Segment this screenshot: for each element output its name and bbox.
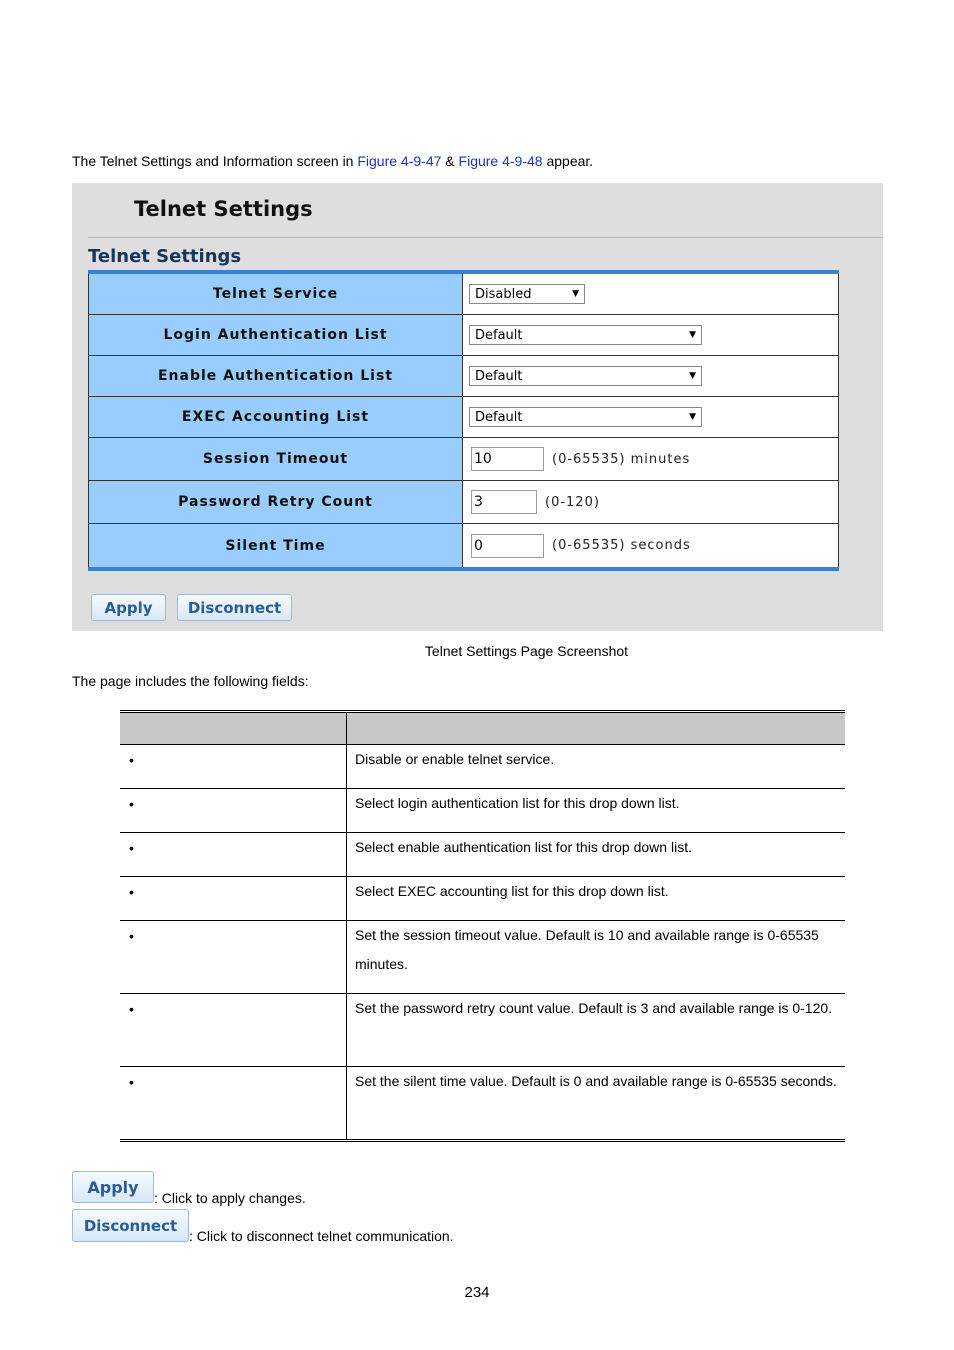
fields-table: [120, 710, 845, 1142]
dropdown-arrow-icon: ▼: [689, 330, 696, 340]
dropdown-arrow-icon: ▼: [572, 289, 579, 299]
bullet-icon: •: [129, 928, 134, 944]
telnet-service-select[interactable]: [469, 284, 585, 304]
dropdown-arrow-icon: ▼: [689, 412, 696, 422]
figure-link-4-9-48[interactable]: Figure 4-9-48: [458, 153, 543, 169]
exec-accounting-select[interactable]: [469, 407, 702, 427]
label-telnet-service: Telnet Service: [88, 274, 463, 314]
table-row: [120, 1067, 845, 1139]
session-timeout-hint: (0-65535) minutes: [552, 451, 691, 467]
intro-paragraph: [72, 153, 593, 169]
table-row: [120, 921, 845, 994]
select-value: Default: [475, 327, 523, 343]
apply-button[interactable]: Apply: [91, 594, 166, 621]
label-login-authentication-list: Login Authentication List: [88, 315, 463, 355]
legend-apply-button[interactable]: Apply: [72, 1171, 154, 1203]
bullet-icon: •: [129, 1074, 134, 1090]
figure-caption: [0, 643, 954, 659]
row-password-retry-count: [88, 481, 839, 524]
label-silent-time: Silent Time: [88, 524, 463, 567]
section-title: Telnet Settings: [88, 246, 242, 267]
field-description: Select enable authentication list for this drop down list.: [355, 839, 692, 855]
field-description: Set the password retry count value. Default is 3 and available range is 0-120.: [355, 1000, 833, 1016]
fields-lead: The page includes the following fields:: [72, 673, 309, 689]
select-value: Disabled: [475, 286, 532, 302]
row-enable-authentication-list: [88, 356, 839, 397]
title-divider: [88, 237, 883, 238]
password-retry-hint: (0-120): [545, 494, 600, 510]
page-number: 234: [464, 1284, 490, 1301]
bullet-icon: •: [129, 796, 134, 812]
legend-disconnect-desc: : Click to disconnect telnet communication.: [189, 1228, 454, 1244]
password-retry-input[interactable]: 3: [471, 490, 537, 514]
session-timeout-input[interactable]: 10: [471, 447, 544, 471]
row-telnet-service: [88, 274, 839, 315]
page-title: Telnet Settings: [134, 197, 313, 221]
field-description: Set the session timeout value. Default is 10 and available range is 0-65535 minutes.: [355, 927, 819, 972]
select-value: Default: [475, 409, 523, 425]
label-session-timeout: Session Timeout: [88, 438, 463, 480]
bullet-icon: •: [129, 752, 134, 768]
intro-tail: appear.: [542, 153, 594, 169]
bullet-icon: •: [129, 840, 134, 856]
field-description: Select EXEC accounting list for this drop down list.: [355, 883, 669, 899]
silent-time-input[interactable]: 0: [471, 534, 544, 558]
row-silent-time: [88, 524, 839, 567]
dropdown-arrow-icon: ▼: [689, 371, 696, 381]
bullet-icon: •: [129, 884, 134, 900]
select-value: Default: [475, 368, 523, 384]
settings-table: [88, 270, 839, 571]
label-enable-authentication-list: Enable Authentication List: [88, 356, 463, 396]
field-description: Set the silent time value. Default is 0 and available range is 0-65535 seconds.: [355, 1073, 837, 1089]
row-login-authentication-list: [88, 315, 839, 356]
legend-apply-desc: : Click to apply changes.: [154, 1190, 306, 1206]
silent-time-hint: (0-65535) seconds: [552, 538, 691, 553]
field-description: Select login authentication list for this drop down list.: [355, 795, 680, 811]
caption-text: Telnet Settings Page Screenshot: [424, 643, 629, 659]
row-exec-accounting-list: [88, 397, 839, 438]
intro-amp: &: [441, 153, 459, 169]
intro-text: The Telnet Settings and Information screen in: [72, 153, 358, 169]
bullet-icon: •: [129, 1001, 134, 1017]
table-row: [120, 994, 845, 1067]
label-password-retry-count: Password Retry Count: [88, 481, 463, 523]
field-description: Disable or enable telnet service.: [355, 751, 555, 767]
login-authentication-select[interactable]: [469, 325, 702, 345]
figure-link-4-9-47[interactable]: Figure 4-9-47: [357, 153, 442, 169]
legend-disconnect-button[interactable]: Disconnect: [72, 1209, 189, 1242]
telnet-settings-screenshot: [72, 183, 883, 631]
disconnect-button[interactable]: Disconnect: [177, 594, 292, 621]
enable-authentication-select[interactable]: [469, 366, 702, 386]
label-exec-accounting-list: EXEC Accounting List: [88, 397, 463, 437]
row-session-timeout: [88, 438, 839, 481]
